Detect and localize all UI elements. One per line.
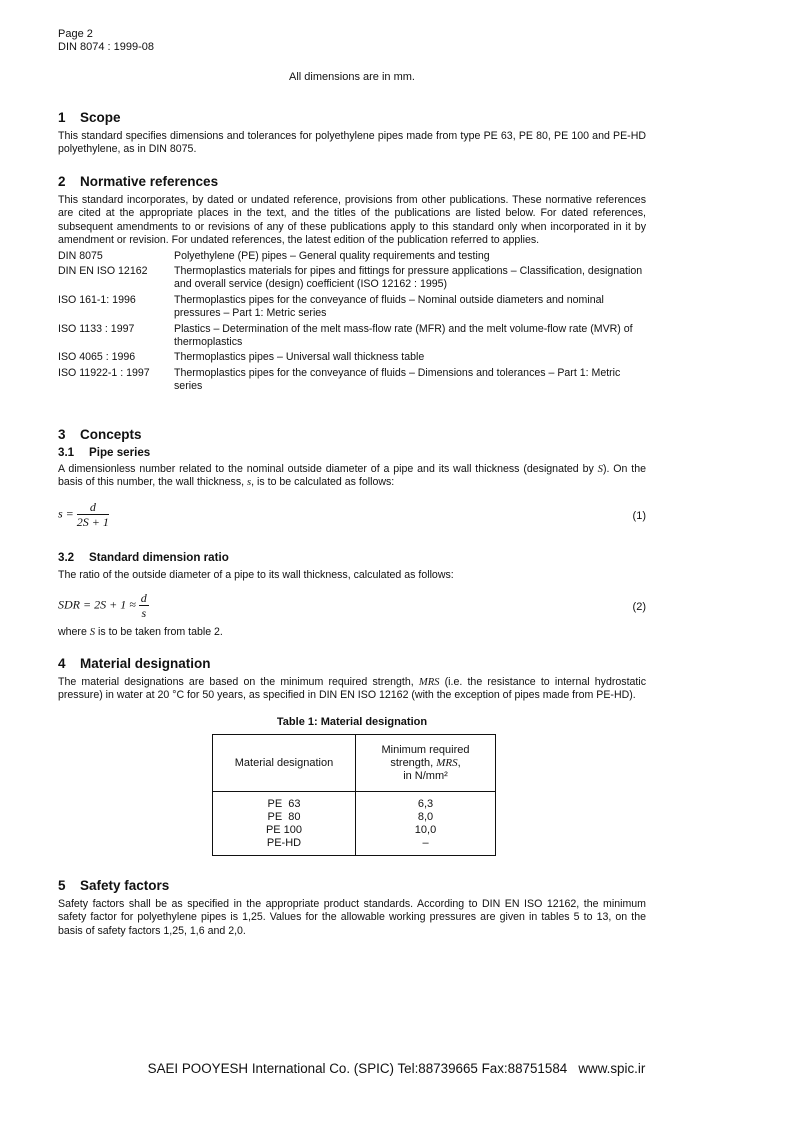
section-sdr <box>58 551 646 582</box>
material-text: The material designations are based on the minimum required strength, MRS (i.e. the resistance to internal hydrostatic pressure) in water at 20 °C for 50 years, as specified in DIN EN ISO 12162 (with the exception of pipes made from PE-HD). <box>58 676 646 702</box>
table-header-row <box>213 735 496 792</box>
section-heading: 4 Material designation <box>58 656 211 671</box>
standard-id: DIN 8074 : 1999-08 <box>58 41 155 53</box>
page-number: Page 2 <box>58 28 93 40</box>
subsection-heading: 3.2 Standard dimension ratio <box>58 551 229 564</box>
column-header: Minimum required strength, MRS, in N/mm² <box>356 735 496 792</box>
reference-item: ISO 11922-1 : 1997 Thermoplastics pipes for the conveyance of fluids – Dimensions and tolerances – Part 1: Metric series <box>58 366 621 393</box>
reference-item: DIN 8075 Polyethylene (PE) pipes – General quality requirements and testing <box>58 249 490 262</box>
reference-item: DIN EN ISO 12162 Thermoplastics materials for pipes and fittings for pressure applications – Classification, designation and overall service (design) coefficient (ISO 12162 : 1995) <box>58 265 643 291</box>
page-footer: SAEI POOYESH International Co. (SPIC) Tel:88739665 Fax:88751584 www.spic.ir <box>147 1061 646 1076</box>
dimensions-note: All dimensions are in mm. <box>289 71 415 83</box>
normative-text: This standard incorporates, by dated or undated reference, provisions from other publications. These normative references are cited at the appropriate places in the text, and the titles of the publications are listed below. For dated references, subsequent amendments to or revisions of any of these publications apply to this standard only when incorporated in it by amendment or revision. For undated references, the latest edition of the publication referred to applies. <box>58 194 646 247</box>
section-heading: 2 Normative references <box>58 174 219 189</box>
reference-list <box>58 250 646 394</box>
section-heading: 3 Concepts <box>58 427 142 442</box>
subsection-heading: 3.1 Pipe series <box>58 446 151 459</box>
table-caption: Table 1: Material designation <box>276 716 428 728</box>
table-body-row <box>213 792 496 856</box>
sdr-where-text: where S is to be taken from table 2. <box>58 626 223 638</box>
fraction: $\frac{d}{s}$ <box>140 591 147 620</box>
section-concepts <box>58 427 646 490</box>
section-material-designation <box>58 656 646 703</box>
reference-item: ISO 1133 : 1997 Plastics – Determination of the melt mass-flow rate (MFR) and the melt volume-flow rate (MVR) of thermoplastics <box>58 322 633 349</box>
mrs-cell: 6,3 8,0 10,0 – <box>356 792 496 856</box>
equation-number: (1) <box>632 510 646 522</box>
fraction: $\frac{d}{2S + 1}$ <box>76 500 109 529</box>
material-table <box>212 734 496 856</box>
reference-item: ISO 161-1: 1996 Thermoplastics pipes for the conveyance of fluids – Nominal outside diameters and nominal pressures – Part 1: Metric series <box>58 293 604 320</box>
equation-number: (2) <box>632 601 646 613</box>
safety-text: Safety factors shall be as specified in the appropriate product standards. According to DIN EN ISO 12162, the minimum safety factor for polyethylene pipes is 1,25. Values for the allowable working pressures are given in tables 5 to 13, on the basis of safety factors 1,25, 1,6 and 2,0. <box>58 898 646 937</box>
pipe-series-text: A dimensionless number related to the nominal outside diameter of a pipe and its wall thickness (designated by S). On the basis of this number, the wall thickness, s, is to be calculated as follows: <box>58 463 647 489</box>
section-safety-factors <box>58 878 646 938</box>
section-heading: 5 Safety factors <box>58 878 170 893</box>
designation-cell: PE 63 PE 80 PE 100 PE-HD <box>213 792 356 856</box>
section-scope <box>58 110 646 157</box>
scope-text: This standard specifies dimensions and tolerances for polyethylene pipes made from type PE 63, PE 80, PE 100 and PE-HD polyethylene, as in DIN 8075. <box>58 130 646 156</box>
column-header: Material designation <box>213 735 356 792</box>
section-heading: 1 Scope <box>58 110 121 125</box>
reference-item: ISO 4065 : 1996 Thermoplastics pipes – Universal wall thickness table <box>58 351 425 364</box>
section-normative-references <box>58 174 646 394</box>
equation-1: s = $\frac{d}{2S + 1}$ (1) <box>58 500 646 529</box>
equation-2: SDR = 2S + 1 ≈ $\frac{d}{s}$ (2) <box>58 591 646 620</box>
page-header <box>58 28 154 54</box>
sdr-text: The ratio of the outside diameter of a pipe to its wall thickness, calculated as follows: <box>58 569 454 581</box>
